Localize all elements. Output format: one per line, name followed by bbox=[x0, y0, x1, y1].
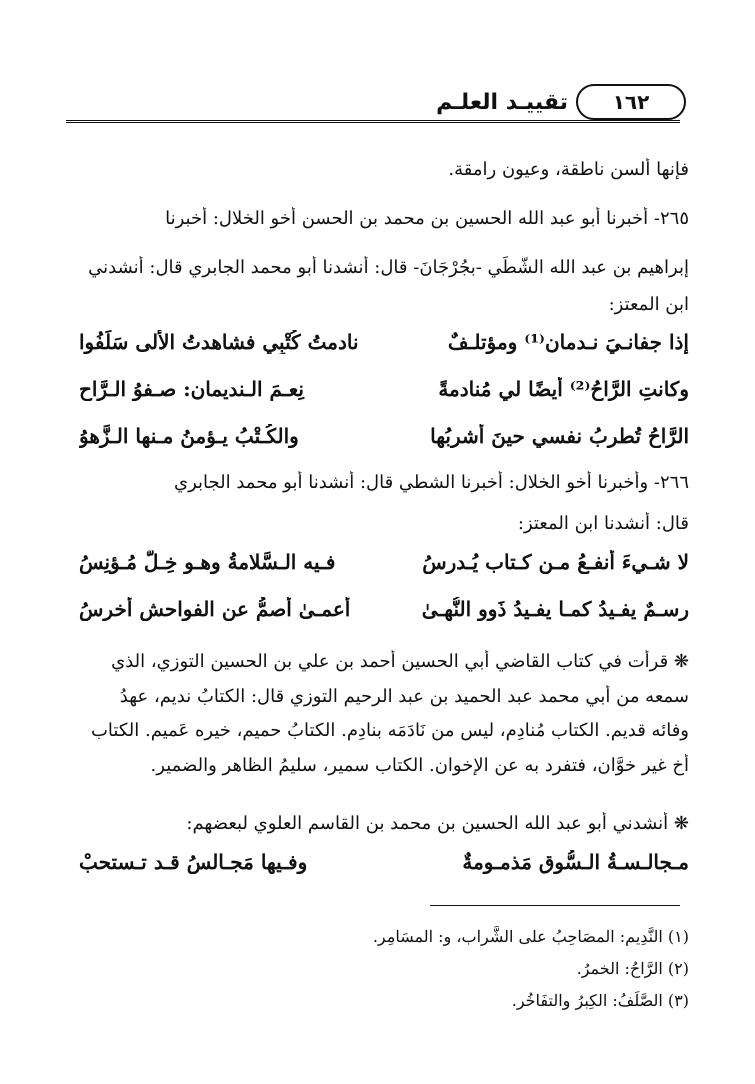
page-number: ١٦٢ bbox=[612, 90, 650, 114]
verse-second-hemistich: نادمتُ كُتْبِي فشاهدتُ الأُلى سَلَفُوا bbox=[79, 330, 359, 354]
verse-second-hemistich: وفـيها مَجـالسُ قـد تـستحبْ bbox=[79, 850, 308, 874]
paragraph-line: ❋ قرأت في كتاب القاضي أبي الحسين أحمد بن علي بن الحسين التوزي، الذي bbox=[111, 651, 689, 672]
footnote: (١) النَّدِيم: المصَاحِبُ على الشَّراب، و: المسَامِر. bbox=[372, 927, 689, 946]
paragraph-line: ❋ أنشدني أبو عبد الله الحسين بن محمد بن القاسم العلوي لبعضهم: bbox=[186, 813, 689, 834]
page-header bbox=[66, 84, 686, 128]
verse-line bbox=[79, 850, 689, 890]
verse-first-hemistich: مـجالـسـةُ الـسُّوق مَذمـومةٌ bbox=[462, 850, 689, 874]
footnote: (٣) الصَّلَفُ: الكِبرُ والتفَاخُر. bbox=[511, 991, 689, 1010]
paragraph-line: إبراهيم بن عبد الله الشَّطِّي -بجُرْجَانَ- قال: أنشدنا أبو محمد الجابري قال: أنشدني bbox=[88, 257, 689, 278]
paragraph-line: أخ غير خوَّان، فتفرد به عن الإخوان. الكتاب سمير، سليمُ الظاهر والضمير. bbox=[150, 755, 689, 776]
verse-second-hemistich: نِعـمَ الـنديمان: صـفوُ الـرَّاحِ bbox=[79, 377, 304, 401]
verse-first-hemistich: الرَّاحُ تُطربُ نفسي حينَ أشربُها bbox=[430, 424, 689, 448]
footnote: (٢) الرَّاحُ: الخمرُ. bbox=[576, 959, 689, 978]
verse-line bbox=[79, 597, 689, 637]
paragraph-line: ٢٦٦- وأخبرنا أخو الخلال: أخبرنا الشطي قال: أنشدنا أبو محمد الجابري bbox=[174, 472, 689, 493]
paragraph-line: ٢٦٥- أخبرنا أبو عبد الله الحسين بن محمد بن الحسن أخو الخلال: أخبرنا bbox=[165, 208, 689, 229]
paragraph-line: سمعه من أبي محمد عبد الحميد بن عبد الرحيم التوزي قال: الكتابُ نديم، عهدُ bbox=[119, 686, 689, 707]
verse-second-hemistich: والكُـتْبُ يـؤمنُ مـنها الـزَّهوُ bbox=[79, 424, 299, 448]
running-title: تقييـد العلـم bbox=[436, 90, 568, 115]
verse-first-hemistich: وكانتِ الرَّاحُ⁽²⁾ أيضًا لي مُنادمةً bbox=[438, 377, 689, 401]
header-rule bbox=[66, 120, 680, 123]
verse-line bbox=[79, 550, 689, 590]
footnote-separator bbox=[430, 905, 680, 906]
verse-line bbox=[79, 377, 689, 417]
verse-second-hemistich: فـيه الـسَّلامةُ وهـو خِـلٌّ مُـؤنِسُ bbox=[79, 550, 336, 574]
verse-first-hemistich: إذا جفانـيَ نـدمان⁽¹⁾ ومؤتلـفٌ bbox=[447, 330, 689, 354]
verse-first-hemistich: رسـمٌ يفـيدُ كمـا يفـيدُ ذَوو النُّهـىٰ bbox=[421, 597, 689, 621]
paragraph-line: فإنها ألسن ناطقة، وعيون رامقة. bbox=[448, 159, 689, 180]
verse-line bbox=[79, 424, 689, 464]
verse-line bbox=[79, 330, 689, 370]
verse-second-hemistich: أعمـىٰ أصمُّ عنِ الفواحشِ أخرسُ bbox=[79, 597, 351, 621]
paragraph-line: وفائه قديم. الكتاب مُنادِم، ليس من نَادَمَه بنادِم. الكتابُ حميم، خيره عَميم. الكتاب bbox=[90, 720, 689, 741]
paragraph-line: قال: أنشدنا ابن المعتز: bbox=[517, 513, 689, 534]
page-number-badge bbox=[576, 84, 686, 120]
paragraph-line: ابن المعتز: bbox=[608, 294, 689, 315]
verse-first-hemistich: لا شـيءَ أنفـعُ مـن كـتاب يُـدرسُ bbox=[422, 550, 689, 574]
